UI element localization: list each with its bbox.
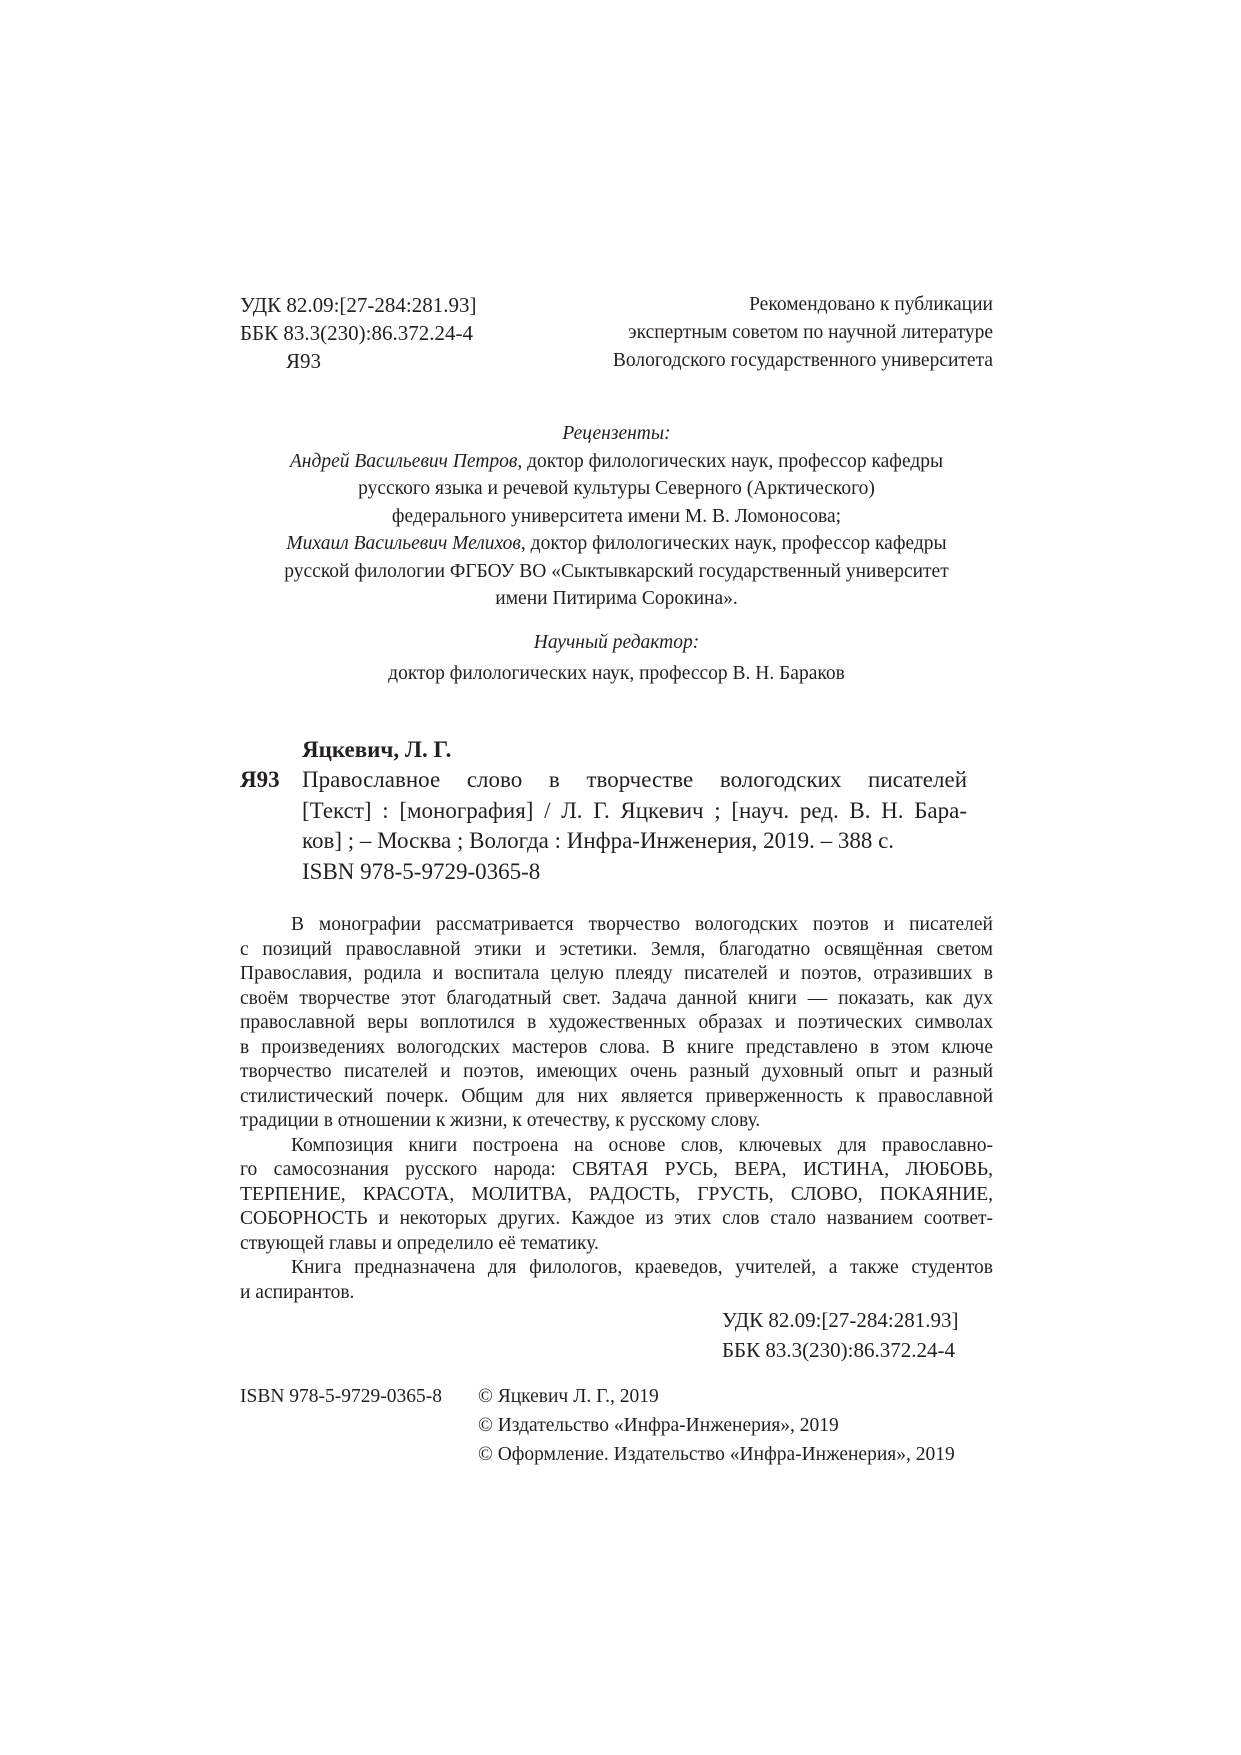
annotation-line: своём творчестве этот благодатный свет. Задача данной книги — показать, как дух (240, 987, 993, 1009)
bbk-code: ББК 83.3(230):86.372.24-4 (240, 321, 473, 345)
reviewer-1 (240, 448, 993, 476)
annotation-line: стилистический почерк. Общим для них является приверженность к православной (240, 1085, 993, 1107)
udk-code: УДК 82.09:[27-284:281.93] (240, 293, 477, 317)
reviewer-1-line: русского языка и речевой культуры Северного (Арктического) (358, 478, 875, 499)
reviewer-2-line: русской филологии ФГБОУ ВО «Сыктывкарский государственный университет (284, 560, 949, 582)
reviewer-2-title: , доктор филологических наук, профессор кафедры (520, 533, 947, 554)
annotation-line: СОБОРНОСТЬ и некоторых других. Каждое из этих слов стало названием соответ- (240, 1208, 993, 1229)
annotation-line: традиции в отношении к жизни, к отечеству, к русскому слову. (240, 1110, 761, 1131)
annotation-line: го самосознания русского народа: СВЯТАЯ РУСЬ, ВЕРА, ИСТИНА, ЛЮБОВЬ, (240, 1159, 993, 1180)
copyright-line: © Яцкевич Л. Г., 2019 (478, 1386, 659, 1407)
annotation-line: творчество писателей и поэтов, имеющих очень разный духовный опыт и разный (240, 1061, 993, 1082)
reviewer-1-name: Андрей Васильевич Петров (289, 450, 518, 472)
annotation-line: с позиций православной этики и эстетики. Земля, благодатно освящённая светом (240, 938, 993, 960)
annotation-line: ТЕРПЕНИЕ, КРАСОТА, МОЛИТВА, РАДОСТЬ, ГРУСТЬ, СЛОВО, ПОКАЯНИЕ, (240, 1183, 993, 1205)
author-sign: Я93 (286, 349, 322, 373)
reviewers-heading: Рецензенты: (562, 423, 671, 444)
bibcard-line: [Текст] : [монография] / Л. Г. Яцкевич ; [науч. ред. В. Н. Бара- (302, 797, 967, 823)
bbk-code: ББК 83.3(230):86.372.24-4 (722, 1337, 955, 1362)
annotation (240, 913, 993, 1305)
recommendation-line: Рекомендовано к публикации (749, 294, 993, 315)
reviewer-1-title: , доктор филологических наук, профессор кафедры (517, 450, 944, 472)
recommendation-line: Вологодского государственного университета (612, 350, 993, 371)
editor-block (240, 627, 993, 689)
classification-footer (722, 1306, 958, 1365)
editor-heading: Научный редактор: (533, 632, 700, 653)
bibcard-code: Я93 (240, 767, 280, 792)
editor-text: доктор филологических наук, профессор В. Н. Бараков (388, 663, 845, 684)
udk-code: УДК 82.09:[27-284:281.93] (722, 1308, 959, 1332)
annotation-line: Композиция книги построена на основе слов, ключевых для православно- (291, 1134, 993, 1156)
bibcard-line: Православное слово в творчестве вологодских писателей (302, 767, 967, 792)
annotation-line: Книга предназначена для филологов, краеведов, учителей, а также студентов (291, 1257, 993, 1278)
annotation-line: в произведениях вологодских мастеров слова. В книге представлено в этом ключе (240, 1036, 993, 1058)
bibcard-description (302, 765, 967, 887)
copyright-line: © Издательство «Инфра-Инженерия», 2019 (478, 1415, 839, 1436)
bibcard-line: ков] ; – Москва ; Вологда : Инфра-Инженерия, 2019. – 388 с. (302, 828, 895, 853)
bibcard-isbn: ISBN 978-5-9729-0365-8 (302, 858, 541, 884)
annotation-line: Православия, родила и воспитала целую плеяду писателей и поэтов, отразивших в (240, 963, 993, 984)
reviewer-2 (240, 530, 993, 558)
recommendation-line: экспертным советом по научной литературе (628, 322, 993, 343)
bibcard-author: Яцкевич, Л. Г. (302, 737, 452, 762)
isbn: ISBN 978-5-9729-0365-8 (240, 1386, 443, 1407)
annotation-line: В монографии рассматривается творчество вологодских поэтов и писателей (291, 914, 993, 935)
copyright-block (478, 1382, 955, 1469)
recommendation (613, 291, 993, 375)
reviewer-2-line: имени Питирима Сорокина». (495, 588, 738, 609)
annotation-line: ствующей главы и определило её тематику. (240, 1232, 599, 1254)
reviewers-block (240, 420, 993, 613)
annotation-line: и аспирантов. (240, 1281, 355, 1303)
reviewer-2-name: Михаил Васильевич Мелихов (286, 533, 521, 554)
copyright-line: © Оформление. Издательство «Инфра-Инженерия», 2019 (478, 1444, 955, 1465)
reviewer-1-line: федерального университета имени М. В. Ломоносова; (391, 505, 842, 527)
classification-header (240, 291, 476, 375)
annotation-line: православной веры воплотился в художественных образах и поэтических символах (240, 1012, 993, 1033)
